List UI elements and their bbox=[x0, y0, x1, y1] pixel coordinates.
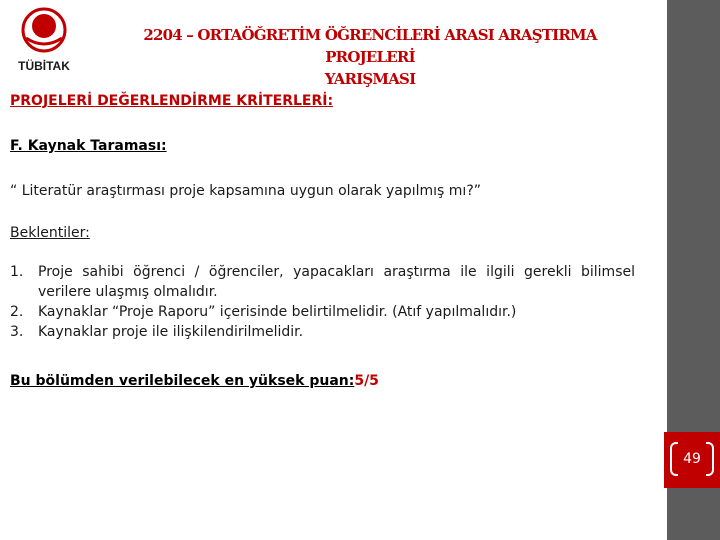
section-heading: PROJELERİ DEĞERLENDİRME KRİTERLERİ: bbox=[10, 93, 334, 109]
expectations-label: Beklentiler: bbox=[10, 225, 90, 241]
list-item bbox=[10, 262, 635, 302]
page-number-box bbox=[664, 432, 720, 488]
list-item-text: Proje sahibi öğrenci / öğrenciler, yapacakları araştırma ile ilgili gerekli bilimsel verilere ulaşmış olmalıdır. bbox=[38, 264, 635, 300]
tubitak-logo bbox=[6, 6, 82, 76]
logo-text: TÜBİTAK bbox=[18, 59, 70, 73]
page-number: 49 bbox=[683, 451, 701, 467]
right-bracket-icon bbox=[706, 442, 714, 476]
expectations-list bbox=[10, 262, 635, 342]
title-line-2: YARIŞMASI bbox=[324, 70, 416, 88]
title-line-1: 2204 – ORTAÖĞRETİM ÖĞRENCİLERİ ARASI ARAŞTIRMA PROJELERİ bbox=[143, 26, 597, 66]
list-item-number: 2. bbox=[10, 304, 24, 320]
list-item-number: 3. bbox=[10, 324, 24, 340]
max-score-value: 5/5 bbox=[354, 373, 379, 389]
list-item-number: 1. bbox=[10, 264, 24, 280]
list-item-text: Kaynaklar “Proje Raporu” içerisinde belirtilmelidir. (Atıf yapılmalıdır.) bbox=[38, 304, 517, 320]
list-item bbox=[10, 322, 635, 342]
list-item bbox=[10, 302, 635, 322]
criteria-question: “ Literatür araştırması proje kapsamına uygun olarak yapılmış mı?” bbox=[10, 183, 482, 199]
page-title bbox=[100, 24, 640, 90]
max-score-label: Bu bölümden verilebilecek en yüksek puan: bbox=[10, 373, 355, 389]
list-item-text: Kaynaklar proje ile ilişkilendirilmelidir. bbox=[38, 324, 304, 340]
sub-heading: F. Kaynak Taraması: bbox=[10, 138, 167, 154]
max-score bbox=[10, 373, 650, 389]
